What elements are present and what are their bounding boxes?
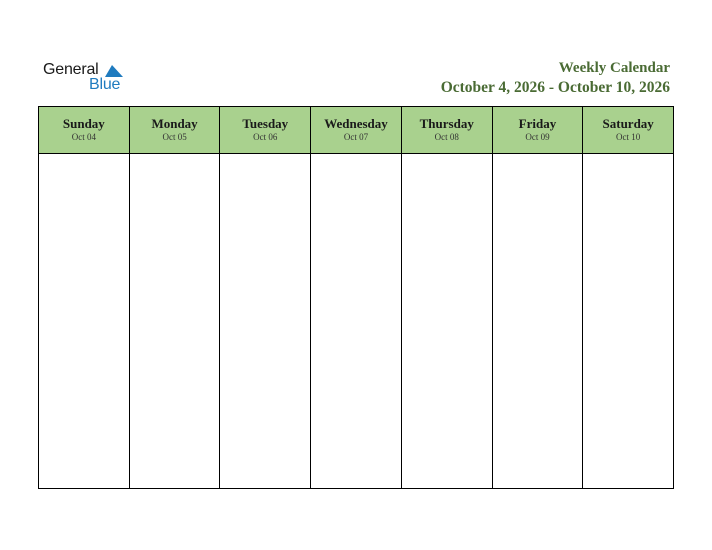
day-date: Oct 04 xyxy=(71,132,96,142)
day-date: Oct 09 xyxy=(525,132,550,142)
day-column-monday xyxy=(130,107,221,488)
day-cell[interactable] xyxy=(583,154,673,488)
day-header xyxy=(583,107,673,154)
day-column-tuesday xyxy=(220,107,311,488)
day-name: Saturday xyxy=(602,116,654,131)
day-cell[interactable] xyxy=(311,154,401,488)
day-column-sunday xyxy=(39,107,130,488)
day-cell[interactable] xyxy=(402,154,492,488)
day-date: Oct 08 xyxy=(434,132,459,142)
day-column-saturday xyxy=(583,107,673,488)
day-cell[interactable] xyxy=(130,154,220,488)
day-name: Tuesday xyxy=(242,116,289,131)
date-range: October 4, 2026 - October 10, 2026 xyxy=(440,79,670,96)
weekly-calendar-grid xyxy=(38,106,674,489)
logo-word-general: General xyxy=(43,61,99,78)
day-header xyxy=(402,107,492,154)
day-name: Sunday xyxy=(62,116,105,131)
day-name: Friday xyxy=(518,116,557,131)
day-header xyxy=(311,107,401,154)
generalblue-logo xyxy=(43,61,133,95)
day-date: Oct 06 xyxy=(253,132,278,142)
day-column-thursday xyxy=(402,107,493,488)
day-name: Wednesday xyxy=(324,116,388,131)
day-header xyxy=(130,107,220,154)
day-name: Monday xyxy=(151,116,198,131)
day-header xyxy=(39,107,129,154)
day-date: Oct 05 xyxy=(162,132,187,142)
logo-word-blue: Blue xyxy=(89,76,121,93)
day-date: Oct 10 xyxy=(616,132,641,142)
day-column-friday xyxy=(493,107,584,488)
day-cell[interactable] xyxy=(220,154,310,488)
day-name: Thursday xyxy=(419,116,474,131)
calendar-title-block xyxy=(441,59,670,98)
page-title: Weekly Calendar xyxy=(558,60,670,76)
day-cell[interactable] xyxy=(493,154,583,488)
day-header xyxy=(493,107,583,154)
day-cell[interactable] xyxy=(39,154,129,488)
day-column-wednesday xyxy=(311,107,402,488)
day-date: Oct 07 xyxy=(343,132,369,142)
day-header xyxy=(220,107,310,154)
